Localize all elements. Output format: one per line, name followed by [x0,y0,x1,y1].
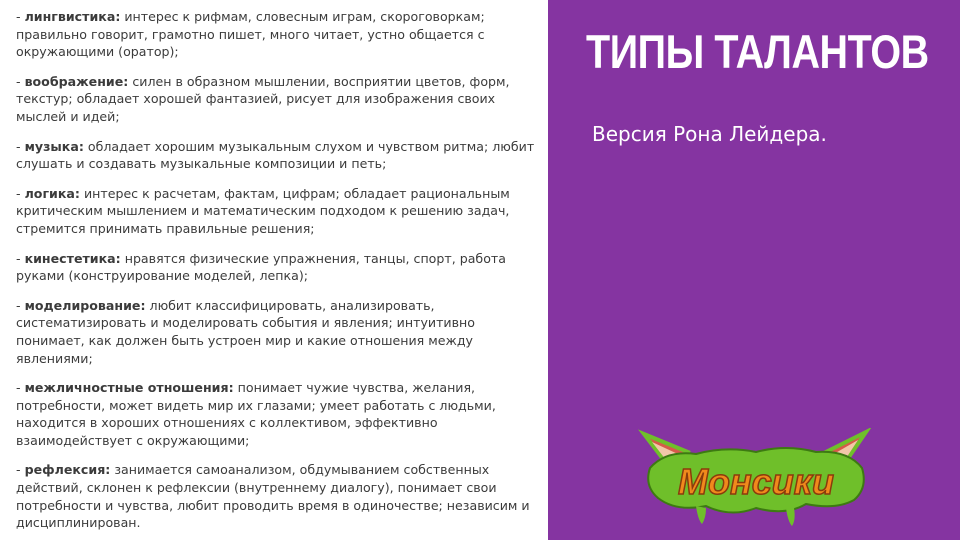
talent-description: любит классифицировать, анализировать, систематизировать и моделировать события и явления; интуитивно понимает, как должен быть устроен мир и какие отношения между явлениями; [16,297,475,366]
talent-name: кинестетика: [24,250,121,266]
talent-name: моделирование: [24,297,146,313]
talent-name: логика: [24,185,80,201]
page-title: ТИПЫ ТАЛАНТОВ [586,25,929,78]
list-item: - музыка: обладает хорошим музыкальным слухом и чувством ритма; любит слушать и создавать музыкальные композиции и петь; [16,138,535,172]
list-item: - кинестетика: нравятся физические упражнения, танцы, спорт, работа руками (конструирование моделей, лепка); [16,250,506,284]
monsiki-logo [636,428,874,528]
talent-name: межличностные отношения: [24,380,234,396]
list-item: - межличностные отношения: понимает чужие чувства, желания, потребности, может видеть мир их глазами; умеет работать с людьми, находится в хороших отношениях с коллективом, эффективно взаимодействует с окружающими; [16,380,496,448]
talent-description: интерес к рифмам, словесным играм, скороговоркам; правильно говорит, грамотно пишет, много читает, устно общается с окружающими (оратор); [16,9,485,60]
talent-name: музыка: [24,138,84,154]
title-panel [548,0,960,540]
talent-description: нравятся физические упражнения, танцы, спорт, работа руками (конструирование моделей, лепка); [16,250,506,284]
talent-description: силен в образном мышлении, восприятии цветов, форм, текстур; обладает хорошей фантазией, рисует для изображения своих мыслей и идей; [16,73,510,124]
logo-image [636,428,874,528]
talent-description: интерес к расчетам, фактам, цифрам; обладает рациональным критическим мышлением и математическим подходом к решению задач, стремится принимать правильные решения; [16,185,510,236]
talent-name: лингвистика: [24,9,121,24]
list-item: - лингвистика: интерес к рифмам, словесным играм, скороговоркам; правильно говорит, грамотно пишет, много читает, устно общается с окружающими (оратор); [16,9,485,60]
talent-name: воображение: [24,73,129,89]
talent-name: рефлексия: [24,462,111,478]
list-item: - моделирование: любит классифицировать, анализировать, систематизировать и моделировать события и явления; интуитивно понимает, как должен быть устроен мир и какие отношения между явлениями; [16,297,475,366]
talent-description: обладает хорошим музыкальным слухом и чувством ритма; любит слушать и создавать музыкальные композиции и петь; [16,138,535,172]
logo-text: Монсики [678,461,834,502]
list-item: - логика: интерес к расчетам, фактам, цифрам; обладает рациональным критическим мышлением и математическим подходом к решению задач, стремится принимать правильные решения; [16,185,510,236]
list-item: - воображение: силен в образном мышлении, восприятии цветов, форм, текстур; обладает хорошей фантазией, рисует для изображения своих мыслей и идей; [16,73,510,124]
talent-description: понимает чужие чувства, желания, потребности, может видеть мир их глазами; умеет работать с людьми, находится в хороших отношениях с коллективом, эффективно взаимодействует с окружающими; [16,380,496,448]
list-item: - рефлексия: занимается самоанализом, обдумыванием собственных действий, склонен к рефлексии (внутреннему диалогу), понимает свои потребности и чувства, любит проводить время в одиночестве; независим и дисциплинирован. [16,462,530,531]
talent-list [16,8,536,544]
page-subtitle: Версия Рона Лейдера. [592,122,827,146]
talent-description: занимается самоанализом, обдумыванием собственных действий, склонен к рефлексии (внутреннему диалогу), понимает свои потребности и чувства, любит проводить время в одиночестве; независим и дисциплинирован. [16,462,530,531]
